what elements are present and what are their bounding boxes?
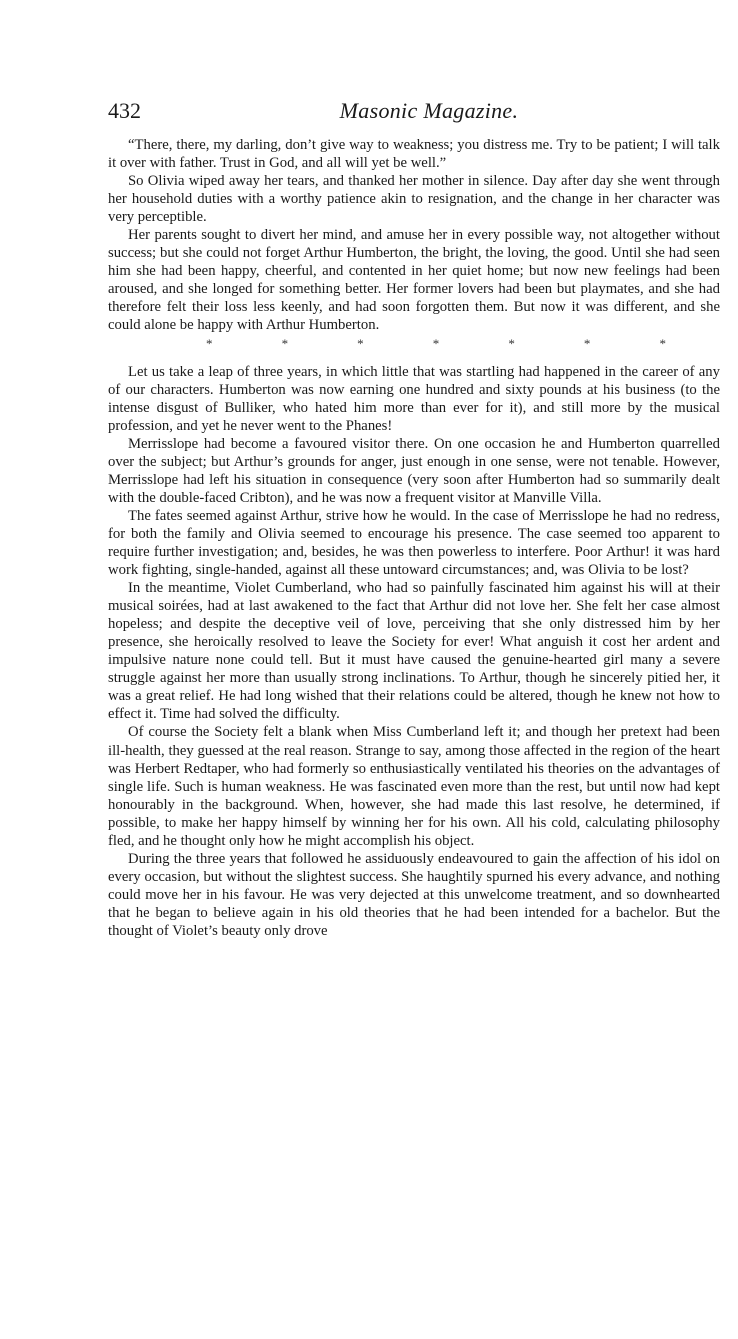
paragraph: In the meantime, Violet Cumberland, who had so painfully fascinated him against his will at their musical soirées, had at last awakened to the fact that Arthur did not love her. She felt her case almost hopeless; and despite the deceptive veil of love, perceiving that she only distressed him by her presence, she heroically resolved to leave the Society for ever! What anguish it cost her ardent and impulsive nature none could tell. But it must have caused the genuine-hearted girl many a severe struggle against her more than usually strong inclinations. To Arthur, though he sincerely pitied her, it was a great relief. He had long wished that their relations could be altered, though he knew not how to effect it. Time had solved the difficulty.	[108, 580, 720, 723]
paragraph: Merrisslope had become a favoured visitor there. On one occasion he and Humberton quarrelled over the subject; but Arthur’s grounds for anger, just enough in one sense, were not tenable. However, Merrisslope had left his situation in consequence (very soon after Humberton had so summarily dealt with the double-faced Cribton), and he was now a frequent visitor at Manville Villa.	[108, 435, 720, 506]
running-head	[108, 96, 720, 136]
section-break-asterisk: *	[432, 335, 440, 351]
article-body	[108, 136, 720, 940]
section-break-asterisk: *	[583, 335, 591, 351]
paragraph: Let us take a leap of three years, in which little that was startling had happened in the career of any of our characters. Humberton was now earning one hundred and sixty pounds at his business (to the intense disgust of Bulliker, who hated him more than ever for it), and still more by the musical profession, and yet he never went to the Phanes!	[108, 363, 720, 434]
paragraph: Of course the Society felt a blank when Miss Cumberland left it; and though her pretext had been ill-health, they guessed at the real reason. Strange to say, among those affected in the region of the heart was Herbert Redtaper, who had formerly so enthusiastically ventilated his theories on the advantages of single life. Such is human weakness. He was fascinated even more than the rest, but until now had kept honourably in the background. When, however, she had made this last resolve, he determined, if possible, to make her happy himself by winning her for his own. All his cold, calculating philosophy fled, and he thought only how he might accomplish his object.	[108, 724, 720, 849]
paragraph: During the three years that followed he assiduously endeavoured to gain the affection of his idol on every occasion, but without the slightest success. She haughtily spurned his every advance, and nothing could move her in his favour. He was very dejected at this unwelcome treatment, and so downhearted that he began to believe again in his old theories that he had been intended for a bachelor. But the thought of Violet’s beauty only drove	[108, 850, 720, 939]
section-break-asterisk: *	[508, 335, 515, 351]
section-break	[108, 335, 720, 353]
section-break-asterisk: *	[281, 335, 289, 351]
paragraph: Her parents sought to divert her mind, and amuse her in every possible way, not altogether without success; but she could not forget Arthur Humberton, the bright, the loving, the good. Until she had seen him she had been happy, cheerful, and contented in her quiet home; but now new feelings had been aroused, and she longed for something better. Her former lovers had been but playmates, and she had therefore felt their loss less keenly, and had soon forgotten them. But now it was different, and she could alone be happy with Arthur Humberton.	[108, 227, 720, 334]
paragraph: “There, there, my darling, don’t give way to weakness; you distress me. Try to be patient; I will talk it over with father. Trust in God, and all will yet be well.”	[108, 137, 720, 172]
section-break-asterisk: *	[206, 335, 213, 351]
section-break-asterisk: *	[357, 335, 364, 351]
section-break-asterisk: *	[659, 335, 666, 351]
paragraph: So Olivia wiped away her tears, and thanked her mother in silence. Day after day she went through her household duties with a worthy patience akin to resignation, and the change in her character was very perceptible.	[108, 173, 720, 226]
paragraph: The fates seemed against Arthur, strive how he would. In the case of Merrisslope he had no redress, for both the family and Olivia seemed to encourage his presence. The case seemed too apparent to require further investigation; and, besides, he was then powerless to interfere. Poor Arthur! it was hard work fighting, single-handed, against all these untoward circumstances; and, was Olivia to be lost?	[108, 507, 720, 579]
page-number: 432	[108, 98, 141, 123]
journal-title: Masonic Magazine.	[339, 98, 519, 123]
magazine-page	[108, 96, 720, 940]
